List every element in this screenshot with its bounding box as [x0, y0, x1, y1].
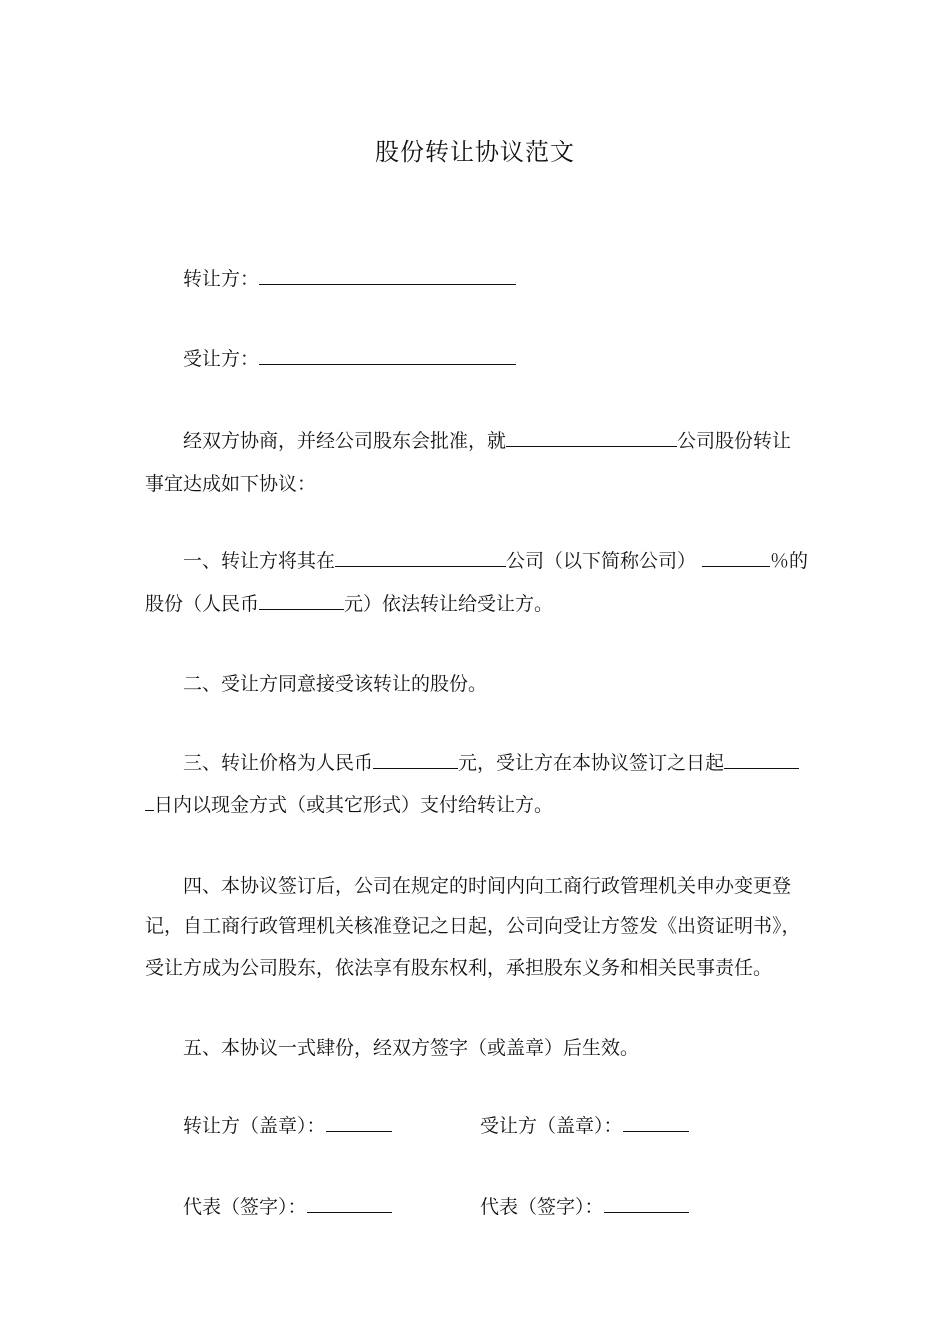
clause1-text-a: 一、转让方将其在	[183, 550, 336, 572]
clause5-line: 五、本协议一式肆份，经双方签字（或盖章）后生效。	[183, 1037, 640, 1059]
document-title: 股份转让协议范文	[375, 138, 575, 166]
transferee-label: 受让方：	[183, 348, 260, 370]
clause2-line: 二、受让方同意接受该转让的股份。	[183, 673, 488, 695]
sign-rep-left-label: 代表（签字）：	[183, 1196, 307, 1218]
sign-transferee-seal-blank[interactable]	[623, 1113, 689, 1132]
sign-rep-left-blank[interactable]	[307, 1194, 392, 1213]
intro-text-b: 公司股份转让	[677, 430, 792, 452]
clause3-text-b: 元，受让方在本协议签订之日起	[458, 752, 725, 774]
clause1-text-d: 股份（人民币	[145, 593, 260, 615]
clause1-amount-blank[interactable]	[259, 591, 344, 610]
sign-rep-right-label: 代表（签字）：	[480, 1196, 604, 1218]
intro-line-1	[183, 428, 791, 453]
transferee-blank[interactable]	[259, 346, 516, 365]
transferee-line	[183, 346, 516, 371]
sign-transferor-seal	[183, 1113, 392, 1138]
clause3-days-blank-cont[interactable]	[145, 792, 154, 811]
clause3-price-blank[interactable]	[373, 750, 458, 769]
company-name-blank[interactable]	[506, 428, 677, 447]
clause3-line-2	[145, 792, 553, 817]
clause1-line-2	[145, 591, 553, 616]
sign-transferor-seal-label: 转让方（盖章）：	[183, 1115, 326, 1137]
clause1-text-e: 元）依法转让给受让方。	[344, 593, 554, 615]
clause3-text-a: 三、转让价格为人民币	[183, 752, 374, 774]
clause4-line-1: 四、本协议签订后，公司在规定的时间内向工商行政管理机关申办变更登	[183, 875, 792, 897]
sign-transferee-seal	[480, 1113, 689, 1138]
clause1-text-c: ％的	[770, 550, 809, 572]
clause1-text-b: 公司（以下简称公司）	[506, 550, 697, 572]
sign-rep-right	[480, 1194, 689, 1219]
clause1-percent-blank[interactable]	[702, 548, 770, 567]
clause4-line-3: 受让方成为公司股东，依法享有股东权利，承担股东义务和相关民事责任。	[145, 957, 773, 979]
sign-rep-right-blank[interactable]	[604, 1194, 689, 1213]
clause1-line-1	[183, 548, 808, 573]
clause3-text-c: 日内以现金方式（或其它形式）支付给转让方。	[154, 794, 554, 816]
clause3-line-1	[183, 750, 799, 775]
sign-transferee-seal-label: 受让方（盖章）：	[480, 1115, 623, 1137]
transferor-blank[interactable]	[259, 266, 516, 285]
intro-line-2: 事宜达成如下协议：	[145, 473, 317, 495]
sign-rep-left	[183, 1194, 392, 1219]
clause3-days-blank[interactable]	[724, 750, 799, 769]
transferor-label: 转让方：	[183, 268, 260, 290]
clause4-line-2: 记，自工商行政管理机关核准登记之日起，公司向受让方签发《出资证明书》，	[145, 915, 801, 937]
intro-text-a: 经双方协商，并经公司股东会批准，就	[183, 430, 507, 452]
sign-transferor-seal-blank[interactable]	[326, 1113, 392, 1132]
clause1-company-blank[interactable]	[335, 548, 506, 567]
transferor-line	[183, 266, 516, 291]
